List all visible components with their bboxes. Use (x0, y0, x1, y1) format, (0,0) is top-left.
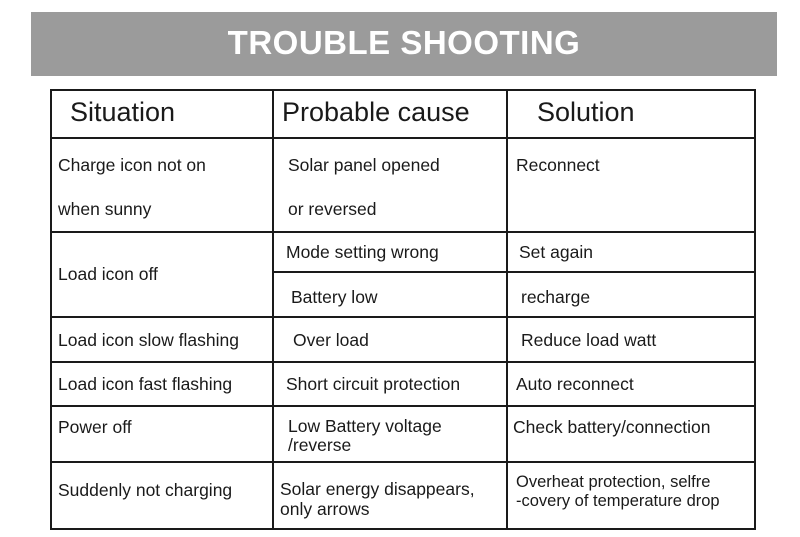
table-cell-solution: Set again (519, 242, 593, 262)
header-probable-cause: Probable cause (282, 97, 470, 127)
table-cell-situation: when sunny (58, 199, 152, 219)
table-cell-situation: Power off (58, 417, 132, 437)
row-divider (50, 461, 756, 463)
column-divider (272, 89, 274, 530)
table-cell-solution: -covery of temperature drop (516, 492, 720, 510)
sub-row-divider (273, 271, 756, 273)
table-cell-solution: recharge (521, 287, 591, 307)
column-divider (50, 89, 52, 530)
table-cell-cause: Solar energy disappears, (280, 479, 475, 499)
table-cell-situation: Load icon off (58, 264, 158, 284)
table-cell-situation: Charge icon not on (58, 155, 206, 175)
table-cell-situation: Suddenly not charging (58, 480, 233, 500)
table-cell-cause: Solar panel opened (288, 155, 440, 175)
table-border-bottom (50, 528, 756, 530)
row-divider (50, 405, 756, 407)
troubleshooting-table (50, 89, 756, 530)
column-divider (754, 89, 756, 530)
table-cell-situation: Load icon fast flashing (58, 374, 233, 394)
table-cell-cause: Over load (293, 330, 369, 350)
table-cell-solution: Auto reconnect (516, 374, 634, 394)
table-cell-cause: /reverse (288, 435, 352, 455)
header-solution: Solution (537, 97, 635, 127)
table-cell-cause: only arrows (280, 499, 370, 519)
table-cell-situation: Load icon slow flashing (58, 330, 239, 350)
title-banner (31, 12, 777, 76)
table-cell-cause: Short circuit protection (286, 374, 461, 394)
table-cell-cause: Battery low (291, 287, 378, 307)
table-cell-cause: Mode setting wrong (286, 242, 439, 262)
table-cell-solution: Reconnect (516, 155, 600, 175)
header-situation: Situation (70, 97, 176, 127)
table-cell-solution: Reduce load watt (521, 330, 657, 350)
column-divider (506, 89, 508, 530)
table-cell-solution: Overheat protection, selfre (516, 473, 711, 491)
row-divider (50, 361, 756, 363)
row-divider (50, 231, 756, 233)
table-cell-cause: Low Battery voltage (288, 416, 442, 436)
row-divider (50, 316, 756, 318)
table-cell-cause: or reversed (288, 199, 377, 219)
table-border-top (50, 89, 756, 91)
table-cell-solution: Check battery/connection (513, 417, 711, 437)
row-divider (50, 137, 756, 139)
page-title: TROUBLE SHOOTING (227, 24, 581, 61)
